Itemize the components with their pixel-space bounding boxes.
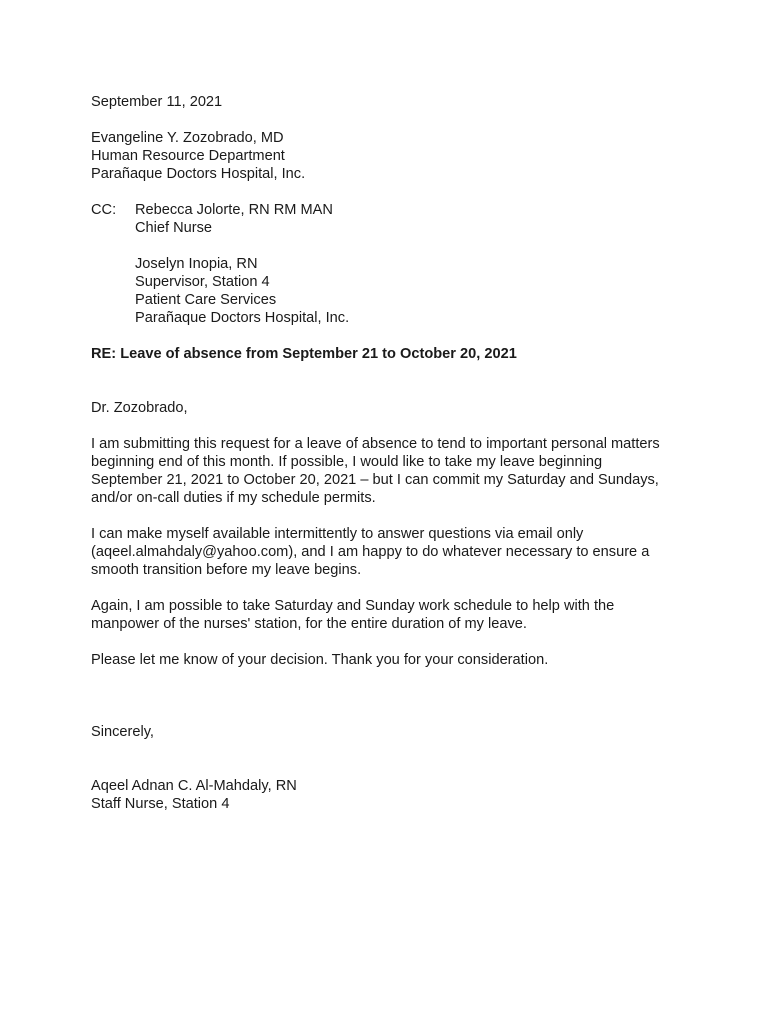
- spacer: [135, 237, 349, 255]
- cc-label: CC:: [91, 202, 117, 218]
- closing: Sincerely,: [91, 724, 154, 740]
- signature-name: Aqeel Adnan C. Al-Mahdaly, RN: [91, 778, 297, 794]
- paragraph-line: Please let me know of your decision. Thank you for your consideration.: [91, 652, 549, 668]
- signature-block: [91, 777, 691, 813]
- cc-block: [91, 201, 691, 327]
- body-paragraph-4: [91, 651, 691, 669]
- spacer: [91, 183, 691, 201]
- cc-second-title: Supervisor, Station 4: [135, 274, 270, 290]
- spacer: [91, 741, 691, 777]
- paragraph-line: and/or on-call duties if my schedule permits.: [91, 490, 376, 506]
- paragraph-line: Again, I am possible to take Saturday and Sunday work schedule to help with the: [91, 598, 615, 614]
- cc-recipients: [135, 201, 349, 327]
- cc-second-department: Patient Care Services: [135, 292, 277, 308]
- letter-date: September 11, 2021: [91, 94, 223, 110]
- paragraph-line: beginning end of this month. If possible, I would like to take my leave beginning: [91, 454, 603, 470]
- paragraph-line: September 21, 2021 to October 20, 2021 – but I can commit my Saturday and Sundays,: [91, 472, 659, 488]
- body-paragraph-1: [91, 435, 691, 507]
- paragraph-line: I can make myself available intermittently to answer questions via email only: [91, 526, 584, 542]
- spacer: [91, 669, 691, 705]
- signature-title: Staff Nurse, Station 4: [91, 796, 230, 812]
- spacer: [91, 381, 691, 399]
- spacer: [91, 507, 691, 525]
- recipient-name: Evangeline Y. Zozobrado, MD: [91, 130, 284, 146]
- spacer: [91, 327, 691, 345]
- cc-first-title: Chief Nurse: [135, 220, 213, 236]
- body-paragraph-3: [91, 597, 691, 633]
- body-paragraph-2: [91, 525, 691, 579]
- cc-first-name: Rebecca Jolorte, RN RM MAN: [135, 202, 333, 218]
- spacer: [91, 633, 691, 651]
- spacer: [91, 579, 691, 597]
- letter: [91, 93, 691, 813]
- paragraph-line: (aqeel.almahdaly@yahoo.com), and I am happy to do whatever necessary to ensure a: [91, 544, 650, 560]
- spacer: [91, 705, 691, 723]
- cc-second-name: Joselyn Inopia, RN: [135, 256, 258, 272]
- paragraph-line: I am submitting this request for a leave of absence to tend to important personal matters: [91, 436, 660, 452]
- spacer: [91, 111, 691, 129]
- recipient-organization: Parañaque Doctors Hospital, Inc.: [91, 166, 306, 182]
- cc-second-organization: Parañaque Doctors Hospital, Inc.: [135, 310, 350, 326]
- subject-line: RE: Leave of absence from September 21 to October 20, 2021: [91, 346, 517, 362]
- paragraph-line: smooth transition before my leave begins.: [91, 562, 362, 578]
- recipient-block: [91, 129, 691, 183]
- recipient-department: Human Resource Department: [91, 148, 285, 164]
- spacer: [91, 417, 691, 435]
- salutation: Dr. Zozobrado,: [91, 400, 188, 416]
- paragraph-line: manpower of the nurses' station, for the entire duration of my leave.: [91, 616, 527, 632]
- spacer: [91, 363, 691, 381]
